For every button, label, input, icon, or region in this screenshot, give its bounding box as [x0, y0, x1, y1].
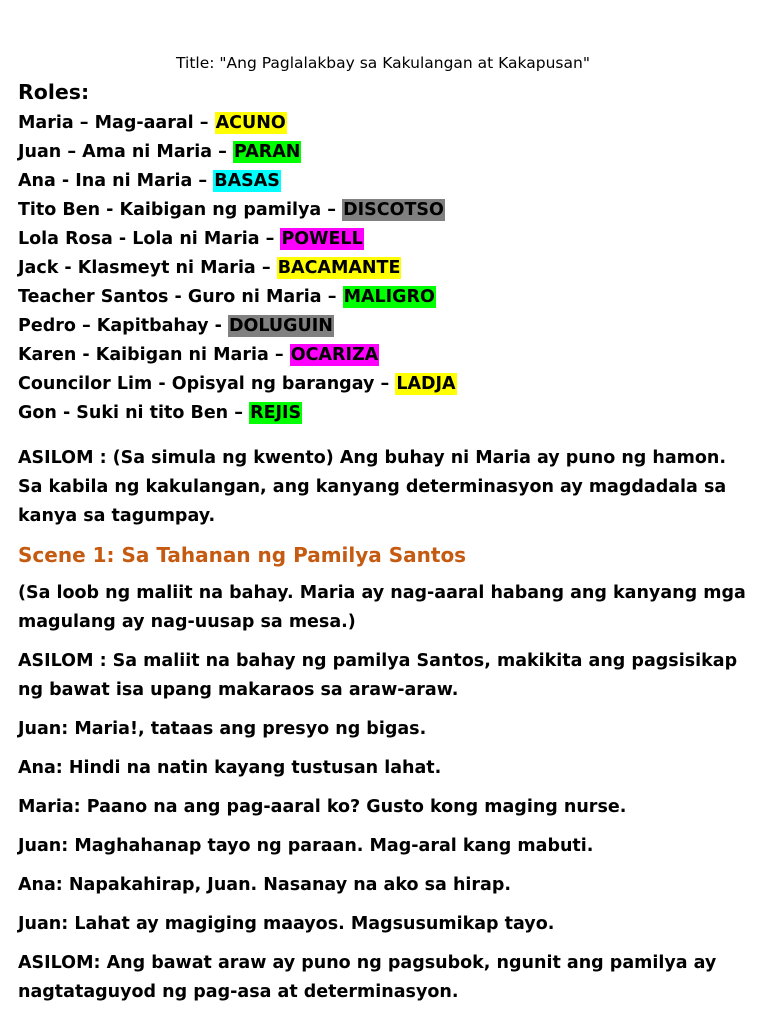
- role-line: [18, 196, 457, 225]
- role-actor-highlight: PARAN: [234, 142, 301, 162]
- role-description: Ana - Ina ni Maria –: [18, 171, 214, 191]
- role-line: [18, 370, 457, 399]
- dialogue-line: Juan: Maghahanap tayo ng paraan. Mag-aral kang mabuti.: [18, 836, 594, 856]
- dialogue-line: Juan: Maria!, tataas ang presyo ng bigas.: [18, 719, 427, 739]
- role-actor-highlight: DOLUGUIN: [229, 316, 333, 336]
- role-description: Lola Rosa - Lola ni Maria –: [18, 229, 281, 249]
- role-description: Maria – Mag-aaral –: [18, 113, 215, 133]
- role-line: [18, 254, 457, 283]
- role-description: Teacher Santos - Guro ni Maria –: [18, 287, 343, 307]
- role-line: [18, 138, 457, 167]
- role-actor-highlight: OCARIZA: [290, 345, 379, 365]
- role-line: [18, 399, 457, 428]
- role-actor-highlight: DISCOTSO: [343, 200, 444, 220]
- role-actor-highlight: BASAS: [214, 171, 280, 191]
- role-description: Councilor Lim - Opisyal ng barangay –: [18, 374, 396, 394]
- role-line: [18, 167, 457, 196]
- role-actor-highlight: MALIGRO: [343, 287, 435, 307]
- role-actor-highlight: POWELL: [281, 229, 363, 249]
- scene-heading: Scene 1: Sa Tahanan ng Pamilya Santos: [18, 543, 467, 567]
- role-description: Jack - Klasmeyt ni Maria –: [18, 258, 277, 278]
- role-description: Pedro – Kapitbahay -: [18, 316, 228, 336]
- role-actor-highlight: LADJA: [396, 374, 456, 394]
- document-title: Title: "Ang Paglalakbay sa Kakulangan at Kakapusan": [176, 54, 590, 72]
- role-line: [18, 283, 457, 312]
- role-actor-highlight: ACUNO: [215, 113, 286, 133]
- dialogue-line: Juan: Lahat ay magiging maayos. Magsusumikap tayo.: [18, 914, 555, 934]
- dialogue-line: Ana: Hindi na natin kayang tustusan lahat.: [18, 758, 442, 778]
- role-description: Karen - Kaibigan ni Maria –: [18, 345, 290, 365]
- role-actor-highlight: REJIS: [250, 403, 302, 423]
- role-description: Gon - Suki ni tito Ben –: [18, 403, 250, 423]
- role-description: Tito Ben - Kaibigan ng pamilya –: [18, 200, 343, 220]
- role-line: [18, 312, 457, 341]
- dialogue-line: ASILOM : Sa maliit na bahay ng pamilya Santos, makikita ang pagsisikap ng bawat isa upang makaraos sa araw-araw.: [18, 651, 738, 700]
- dialogue-line: ASILOM: Ang bawat araw ay puno ng pagsubok, ngunit ang pamilya ay nagtataguyod ng pag-asa at determinasyon.: [18, 953, 717, 1002]
- role-actor-highlight: BACAMANTE: [277, 258, 401, 278]
- role-description: Juan – Ama ni Maria –: [18, 142, 233, 162]
- dialogue-line: Maria: Paano na ang pag-aaral ko? Gusto kong maging nurse.: [18, 797, 627, 817]
- narrator-intro: ASILOM : (Sa simula ng kwento) Ang buhay ni Maria ay puno ng hamon. Sa kabila ng kakulangan, ang kanyang determinasyon ay magdadala sa kanya sa tagumpay.: [18, 448, 727, 526]
- role-line: [18, 225, 457, 254]
- script-body: [18, 444, 748, 1017]
- role-line: [18, 341, 457, 370]
- roles-list: [18, 109, 457, 428]
- dialogue-line: Ana: Napakahirap, Juan. Nasanay na ako sa hirap.: [18, 875, 512, 895]
- roles-heading: Roles:: [18, 80, 90, 104]
- role-line: [18, 109, 457, 138]
- stage-direction: (Sa loob ng maliit na bahay. Maria ay nag-aaral habang ang kanyang mga magulang ay nag-uusap sa mesa.): [18, 583, 746, 632]
